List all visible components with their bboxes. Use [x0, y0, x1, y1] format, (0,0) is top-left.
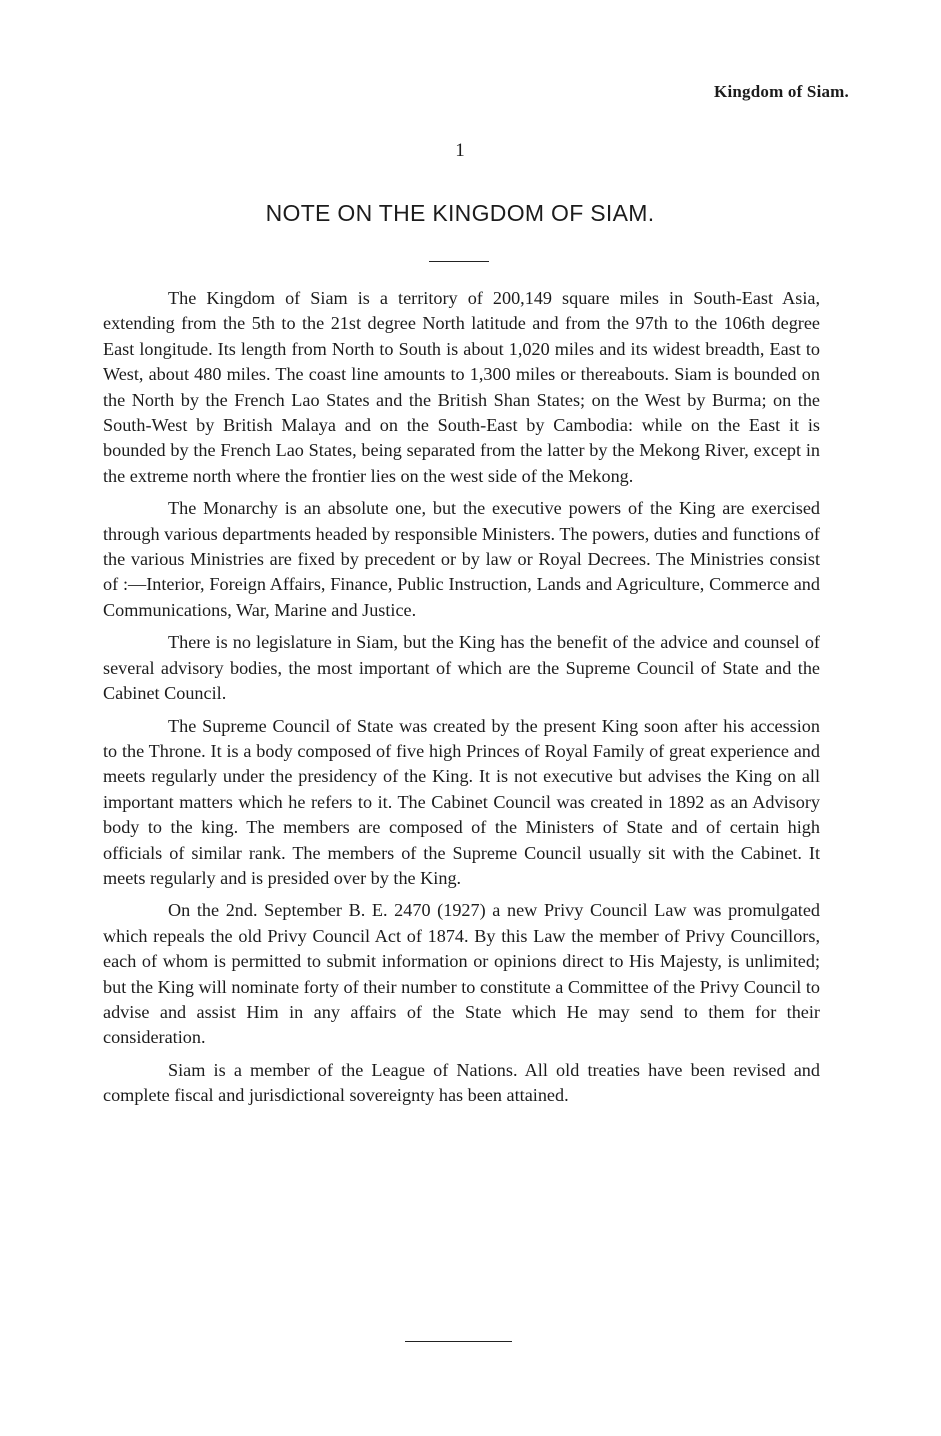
body-text — [103, 286, 820, 1116]
paragraph-league-of-nations: Siam is a member of the League of Nations. All old treaties have been revised and complete fiscal and jurisdictional sovereignty has been attained. — [103, 1059, 820, 1106]
end-divider — [405, 1341, 512, 1342]
paragraph-geography: The Kingdom of Siam is a territory of 200,149 square miles in South-East Asia, extending from the 5th to the 21st degree North latitude and from the 97th to the 106th degree East longitude. Its length from North to South is about 1,020 miles and its widest breadth, East to West, about 480 miles. The coast line amounts to 1,300 miles or thereabouts. Siam is bounded on the North by the French Lao States and the British Shan States; on the West by Burma; on the South-West by British Malaya and on the South-East by Cambodia: while on the East it is bounded by the French Lao States, being separated from the latter by the Mekong River, except in the extreme north where the frontier lies on the west side of the Mekong. — [103, 288, 820, 486]
running-header: Kingdom of Siam. — [714, 82, 849, 101]
title-divider — [429, 261, 489, 262]
paragraph-legislature: There is no legislature in Siam, but the King has the benefit of the advice and counsel of several advisory bodies, the most important of which are the Supreme Council of State and the Cabinet Council. — [103, 632, 820, 704]
paragraph-privy-council: On the 2nd. September B. E. 2470 (1927) a new Privy Council Law was promulgated which repeals the old Privy Council Act of 1874. By this Law the member of Privy Councillors, each of whom is permitted to submit information or opinions direct to His Majesty, is unlimited; but the King will nominate forty of their number to constitute a Committee of the Privy Council to advise and assist Him in any affairs of the State which He may send to them for their consideration. — [103, 900, 820, 1048]
paragraph-monarchy: The Monarchy is an absolute one, but the executive powers of the King are exercised through various departments headed by responsible Ministers. The powers, duties and functions of the various Ministries are fixed by precedent or by law or Royal Decrees. The Ministries consist of :—Interior, Foreign Affairs, Finance, Public Instruction, Lands and Agriculture, Commerce and Communications, War, Marine and Justice. — [103, 498, 820, 620]
page-number: 1 — [455, 140, 465, 161]
paragraph-supreme-council: The Supreme Council of State was created by the present King soon after his accession to the Throne. It is a body composed of five high Princes of Royal Family of great experience and meets regularly under the presidency of the King. It is not executive but advises the King on all important matters which he refers to it. The Cabinet Council was created in 1892 as an Advisory body to the king. The members are composed of the Ministers of State and of certain high officials of similar rank. The members of the Supreme Council usually sit with the Cabinet. It meets regularly and is presided over by the King. — [103, 715, 820, 888]
page-title: NOTE ON THE KINGDOM OF SIAM. — [265, 200, 655, 226]
